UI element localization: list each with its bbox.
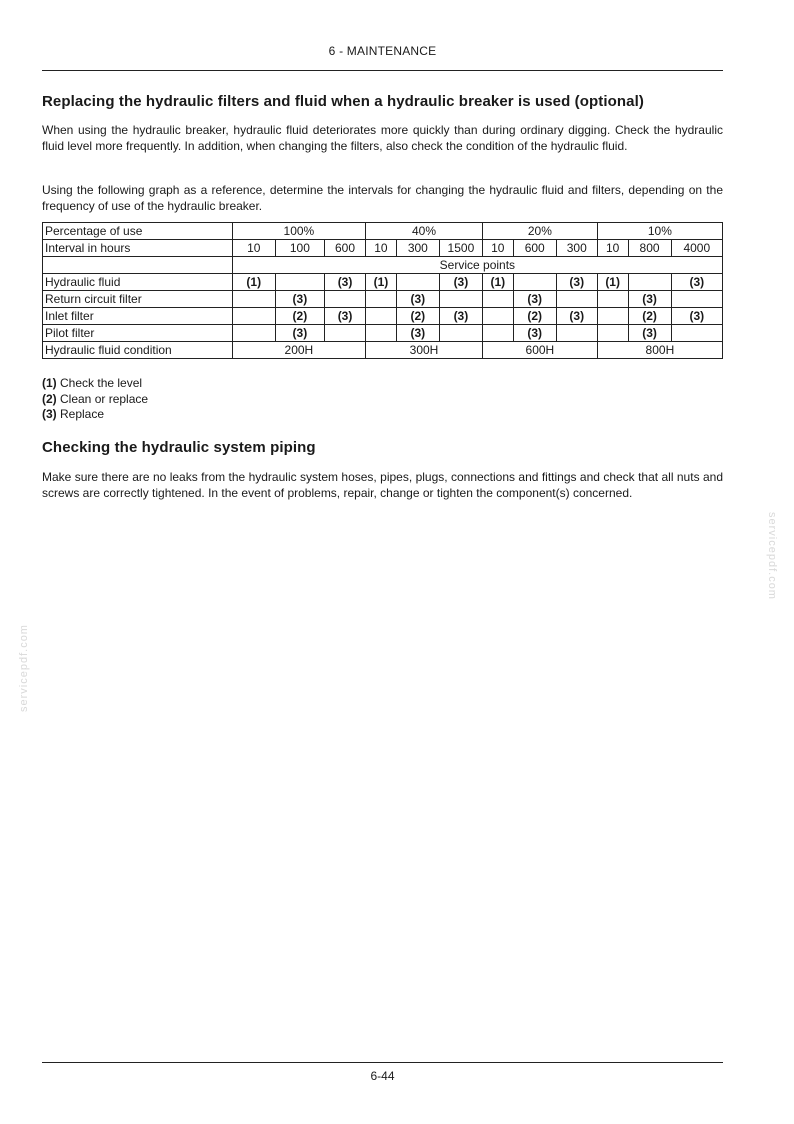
page-number: 6-44 xyxy=(370,1069,395,1083)
legend-item xyxy=(42,407,148,423)
interval-cell: 4000 xyxy=(671,240,722,257)
service-mark-cell xyxy=(671,291,722,308)
service-mark-cell xyxy=(232,308,275,325)
section-paragraph-intro: When using the hydraulic breaker, hydraulic fluid deteriorates more quickly than during ordinary digging. Check the hydraulic fluid level more frequently. In addition, when changing the filters, also check the condition of the hydraulic fluid. xyxy=(42,123,723,153)
condition-cell: 200H xyxy=(232,342,365,359)
table-row-condition xyxy=(43,342,723,359)
row-label: Hydraulic fluid condition xyxy=(43,342,233,359)
interval-cell: 600 xyxy=(513,240,556,257)
service-mark-cell: (3) xyxy=(513,325,556,342)
service-mark-cell xyxy=(671,325,722,342)
row-label xyxy=(43,257,233,274)
interval-cell: 600 xyxy=(325,240,366,257)
legend-key: (3) xyxy=(42,407,57,421)
service-mark-cell: (2) xyxy=(275,308,324,325)
service-mark-cell: (3) xyxy=(396,291,439,308)
legend-item xyxy=(42,376,148,392)
service-mark-cell xyxy=(275,274,324,291)
legend-key: (1) xyxy=(42,376,57,390)
service-mark-cell: (1) xyxy=(597,274,628,291)
service-intervals-table xyxy=(42,222,723,359)
service-mark-cell xyxy=(439,325,482,342)
service-mark-cell xyxy=(597,291,628,308)
interval-cell: 10 xyxy=(366,240,397,257)
percentage-cell: 40% xyxy=(366,223,483,240)
row-label: Pilot filter xyxy=(43,325,233,342)
service-mark-cell: (3) xyxy=(325,274,366,291)
table-row-service-points xyxy=(43,257,723,274)
row-label: Interval in hours xyxy=(43,240,233,257)
service-mark-cell: (3) xyxy=(275,325,324,342)
footer-rule xyxy=(42,1062,723,1063)
service-mark-cell: (1) xyxy=(366,274,397,291)
service-mark-cell xyxy=(232,291,275,308)
service-mark-cell: (2) xyxy=(396,308,439,325)
service-mark-cell: (2) xyxy=(513,308,556,325)
service-mark-cell xyxy=(556,291,597,308)
interval-cell: 100 xyxy=(275,240,324,257)
service-mark-cell: (3) xyxy=(275,291,324,308)
service-mark-cell xyxy=(482,291,513,308)
service-mark-cell xyxy=(325,325,366,342)
service-mark-cell xyxy=(366,291,397,308)
service-mark-cell xyxy=(439,291,482,308)
row-label: Inlet filter xyxy=(43,308,233,325)
service-mark-cell xyxy=(556,325,597,342)
percentage-cell: 100% xyxy=(232,223,365,240)
service-mark-cell xyxy=(597,308,628,325)
service-mark-cell: (3) xyxy=(439,274,482,291)
service-mark-cell: (3) xyxy=(325,308,366,325)
service-mark-cell: (1) xyxy=(232,274,275,291)
section-paragraph-graph-ref: Using the following graph as a reference, determine the intervals for changing the hydraulic fluid and filters, depending on the frequency of use of the hydraulic breaker. xyxy=(42,183,723,213)
legend-text: Check the level xyxy=(56,376,143,390)
interval-cell: 10 xyxy=(232,240,275,257)
legend xyxy=(42,376,148,423)
watermark-right: servicepdf.com xyxy=(766,512,778,600)
service-mark-cell xyxy=(482,308,513,325)
table-row xyxy=(43,291,723,308)
service-points-header: Service points xyxy=(232,257,722,274)
service-mark-cell: (3) xyxy=(513,291,556,308)
service-mark-cell: (3) xyxy=(671,274,722,291)
table-row xyxy=(43,274,723,291)
service-mark-cell: (3) xyxy=(671,308,722,325)
interval-cell: 300 xyxy=(556,240,597,257)
service-mark-cell xyxy=(232,325,275,342)
section-heading-filters: Replacing the hydraulic filters and fluid when a hydraulic breaker is used (optional) xyxy=(42,93,644,110)
legend-key: (2) xyxy=(42,391,57,406)
section-paragraph-piping: Make sure there are no leaks from the hydraulic system hoses, pipes, plugs, connections and fittings and check that all nuts and screws are correctly tightened. In the event of problems, repair, change or tighten the component(s) concerned. xyxy=(42,470,723,500)
section-heading-piping: Checking the hydraulic system piping xyxy=(42,439,316,456)
service-mark-cell: (3) xyxy=(556,274,597,291)
interval-cell: 300 xyxy=(396,240,439,257)
service-mark-cell xyxy=(366,308,397,325)
service-mark-cell: (3) xyxy=(396,325,439,342)
row-label: Hydraulic fluid xyxy=(43,274,233,291)
table-row xyxy=(43,308,723,325)
service-mark-cell xyxy=(597,325,628,342)
service-mark-cell: (2) xyxy=(628,308,671,325)
service-mark-cell xyxy=(513,274,556,291)
row-label: Percentage of use xyxy=(43,223,233,240)
interval-cell: 10 xyxy=(597,240,628,257)
interval-cell: 10 xyxy=(482,240,513,257)
service-mark-cell xyxy=(325,291,366,308)
row-label: Return circuit filter xyxy=(43,291,233,308)
service-mark-cell: (3) xyxy=(628,291,671,308)
service-mark-cell: (3) xyxy=(628,325,671,342)
page-header: 6 - MAINTENANCE xyxy=(328,44,437,58)
legend-text: Clean or replace xyxy=(56,391,149,406)
condition-cell: 300H xyxy=(366,342,483,359)
service-mark-cell xyxy=(482,325,513,342)
condition-cell: 600H xyxy=(482,342,597,359)
condition-cell: 800H xyxy=(597,342,722,359)
table-row-percentage xyxy=(43,223,723,240)
table-row xyxy=(43,325,723,342)
watermark-left: servicepdf.com xyxy=(18,624,30,712)
header-rule xyxy=(42,70,723,71)
service-mark-cell xyxy=(366,325,397,342)
table-row-interval xyxy=(43,240,723,257)
percentage-cell: 20% xyxy=(482,223,597,240)
legend-item xyxy=(42,392,148,408)
percentage-cell: 10% xyxy=(597,223,722,240)
service-mark-cell xyxy=(396,274,439,291)
service-mark-cell xyxy=(628,274,671,291)
service-mark-cell: (1) xyxy=(482,274,513,291)
interval-cell: 1500 xyxy=(439,240,482,257)
service-mark-cell: (3) xyxy=(439,308,482,325)
legend-text: Replace xyxy=(56,407,105,421)
interval-cell: 800 xyxy=(628,240,671,257)
service-mark-cell: (3) xyxy=(556,308,597,325)
